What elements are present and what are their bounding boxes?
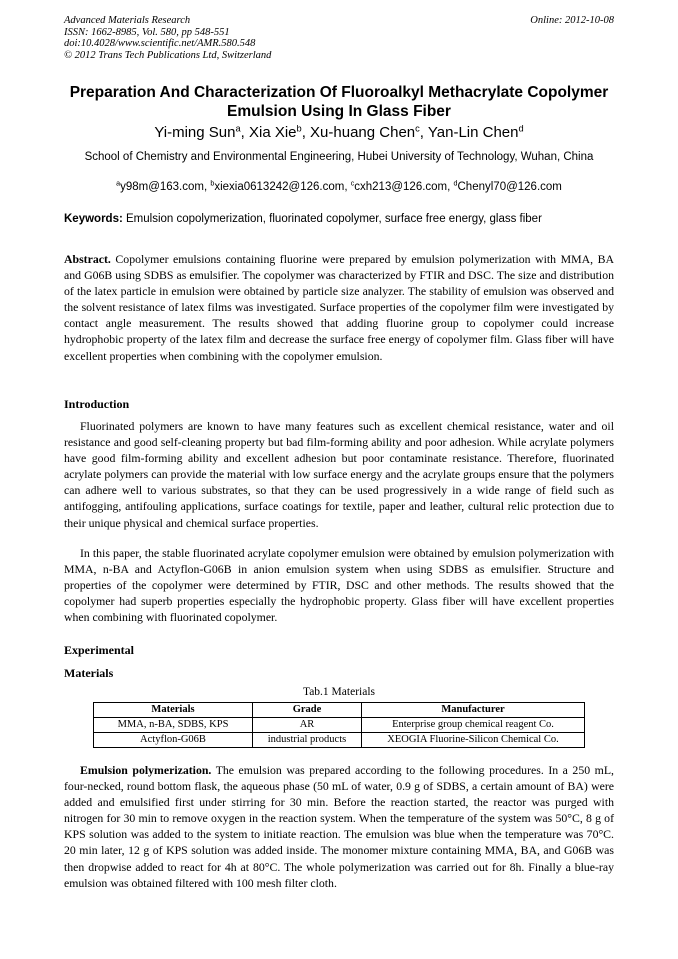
column-header: Materials — [94, 703, 253, 718]
table-cell: XEOGIA Fluorine-Silicon Chemical Co. — [362, 733, 585, 748]
email-address: cxh213@126.com — [354, 181, 448, 193]
journal-name: Advanced Materials Research — [64, 15, 191, 26]
author-mark: b — [296, 123, 302, 134]
email-mark: c — [350, 179, 355, 188]
email-mark: d — [453, 179, 458, 188]
email-address: Chenyl70@126.com — [457, 181, 562, 193]
abstract — [64, 251, 614, 364]
abstract-label: Abstract. — [64, 252, 111, 266]
emulsion-text: The emulsion was prepared according to the following procedures. In a 250 mL, four-necked, round bottom flask, the aqueous phase (50 mL of water, 0.9 g of SDBS, a certain amount of BA) were added and emulsified first under stirring for 30 min. Before the reaction started, the reactor was purged with nitrogen for 30 min to remove oxygen in the reaction system. When the temperature of the system was 50°C, 8 g of KPS solution was added to the system to initiate reaction. The emulsion was blue when the temperature was 70°C. 20 min later, 12 g of KPS solution was added inside. The monomer mixture containing MMA, BA, and G06B was then dropwise added to react for 4h at 80°C. The whole polymerization was carried out for 8h. Finally a blue-ray emulsion was obtained filtered with 100 mesh filter cloth. — [64, 763, 614, 890]
author-name: Yan-Lin Chen — [427, 124, 519, 141]
journal-header — [64, 15, 271, 61]
author-mark: a — [235, 123, 241, 134]
paper-title: Preparation And Characterization Of Fluoroalkyl Methacrylate Copolymer Emulsion Using In Glass Fiber — [69, 84, 609, 120]
table-cell: MMA, n-BA, SDBS, KPS — [94, 718, 253, 733]
keywords — [64, 212, 614, 226]
materials-table — [93, 702, 585, 748]
email-address: xiexia0613242@126.com — [214, 181, 345, 193]
table-caption: Tab.1 Materials — [302, 686, 375, 698]
introduction-heading: Introduction — [64, 397, 130, 411]
author-list: Yi-ming Sun$^a$, Xia Xie$^b$, Xu-huang Chen$^c$, Yan-Lin Chen$^d$ — [154, 123, 524, 141]
copyright-line: © 2012 Trans Tech Publications Ltd, Switzerland — [64, 49, 272, 61]
column-header: Grade — [253, 703, 362, 718]
table-header-row — [94, 703, 585, 718]
author-name: Yi-ming Sun — [154, 124, 236, 141]
email-mark: b — [210, 179, 215, 188]
experimental-heading: Experimental — [64, 643, 134, 657]
introduction-paragraph-1: Fluorinated polymers are known to have many features such as excellent chemical resistance, water and oil resistance and good self-cleaning property but bad film-forming ability and poor adhesion. While acrylate polymers have good film-forming ability and excellent adhesion but poor contaminate resistance. Therefore, fluorinated acrylate polymers can provide the material with low surface energy and the acrylate groups ensure that the polymers can adhere well to various substrates, so that they can be used progressively in a wide range of field such as antifogging, antifouling applications, surface coatings for textile, paper and leather, cultural relic protection due to their unique physical and chemical surface properties. — [64, 419, 614, 530]
abstract-text: Copolymer emulsions containing fluorine were prepared by emulsion polymerization with MMA, BA and G06B using SDBS as emulsifier. The copolymer was characterized by FTIR and DSC. The size and distribution of the latex particle in emulsion were obtained by particle size analyzer. The stability of emulsion was observed and the solvent resistance of latex films was investigated. Surface properties of the copolymer film were investigated by contact angle measurement. The results showed that adding fluorine group to copolymer could increase hydrophobic property of the latex film and decrease the surface free energy of copolymer film. Glass fiber will have excellent properties when combining with the copolymer emulsion. — [64, 252, 614, 363]
keywords-text: Emulsion copolymerization, fluorinated copolymer, surface free energy, glass fiber — [126, 213, 542, 225]
author-mark: d — [518, 123, 524, 134]
issn-line: ISSN: 1662-8985, Vol. 580, pp 548-551 — [64, 26, 230, 38]
author-name: Xu-huang Chen — [310, 124, 416, 141]
table-row — [94, 718, 585, 733]
table-cell: Actyflon-G06B — [94, 733, 253, 748]
table-row — [94, 733, 585, 748]
keywords-label: Keywords: — [64, 213, 123, 225]
introduction-paragraph-2: In this paper, the stable fluorinated acrylate copolymer emulsion were obtained by emulsion polymerization with MMA, n-BA and Actyflon-G06B in anion emulsion system when using SDBS as emulsifier. Structure and properties of the copolymer were determined by FTIR, DSC and other methods. The results showed that the copolymer had superb properties especially the hydrophobic property. Glass fiber will have excellent properties when combining with fluorinated copolymer. — [64, 546, 614, 625]
email-address: y98m@163.com — [120, 181, 204, 193]
emulsion-label: Emulsion polymerization. — [80, 763, 212, 777]
affiliation: School of Chemistry and Environmental Engineering, Hubei University of Technology, Wuhan, China — [84, 151, 594, 163]
emulsion-paragraph — [64, 762, 614, 891]
table-cell: Enterprise group chemical reagent Co. — [362, 718, 585, 733]
email-list: $^a$y98m@163.com, $^b$xiexia0613242@126.com, $^c$cxh213@126.com, $^d$Chenyl70@126.com — [116, 179, 562, 193]
author-mark: c — [415, 123, 420, 134]
table-cell: industrial products — [253, 733, 362, 748]
doi-line: doi:10.4028/www.scientific.net/AMR.580.548 — [64, 38, 256, 49]
email-mark: a — [116, 179, 121, 188]
materials-heading: Materials — [64, 666, 114, 680]
online-date: Online: 2012-10-08 — [530, 15, 614, 26]
table-cell: AR — [253, 718, 362, 733]
column-header: Manufacturer — [362, 703, 585, 718]
author-name: Xia Xie — [249, 124, 297, 141]
